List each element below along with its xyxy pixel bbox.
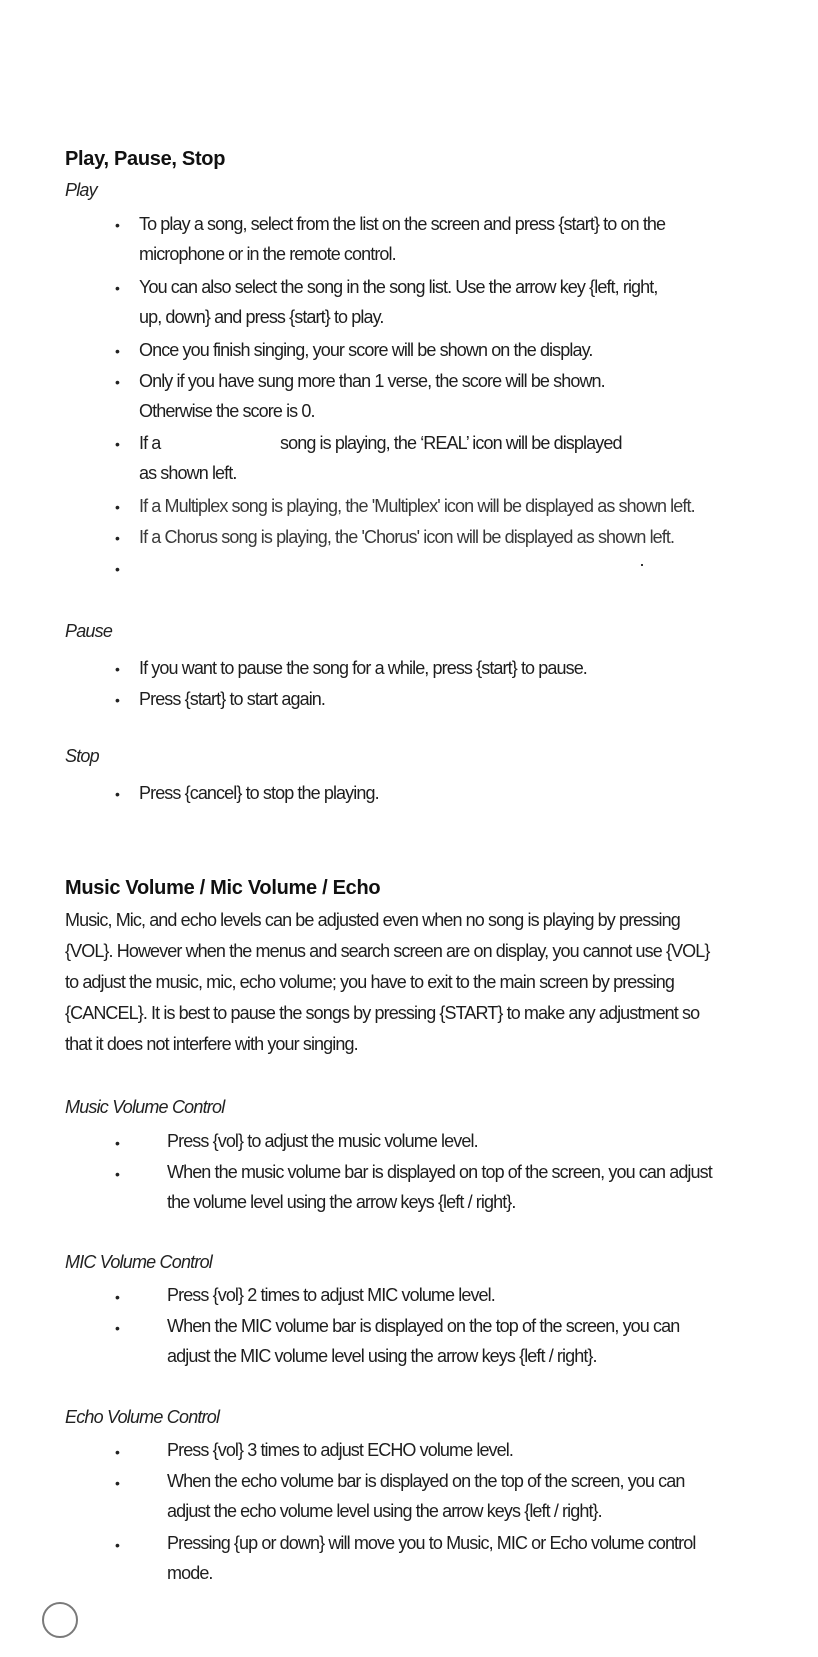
bullet-marker: • [115, 374, 120, 390]
mic-bullet-2-line-2: adjust the MIC volume level using the arrow keys {left / right}. [167, 1346, 597, 1366]
subtitle-mic-volume-control: MIC Volume Control [65, 1252, 212, 1272]
play-bullet-4-line-1: Only if you have sung more than 1 verse, the score will be shown. [139, 371, 605, 391]
bullet-marker: • [115, 1444, 120, 1460]
bullet-marker: • [115, 343, 120, 359]
bullet-marker: • [115, 692, 120, 708]
play-bullet-6: If a Multiplex song is playing, the 'Multiplex' icon will be displayed as shown left. [139, 496, 695, 516]
volume-intro-paragraph: Music, Mic, and echo levels can be adjusted even when no song is playing by pressing {VOL}. However when the menus and search screen are on display, you cannot use {VOL} to adjust the music, mic, echo volume; you have to exit to the main screen by pressing {CANCEL}. It is best to pause the songs by pressing {START} to make any adjustment so that it does not interfere with your singing. [65, 910, 710, 1054]
bullet-marker: • [115, 1135, 120, 1151]
section-title-play-pause-stop: Play, Pause, Stop [65, 148, 226, 170]
echo-bullet-2-line-1: When the echo volume bar is displayed on the top of the screen, you can [167, 1471, 685, 1491]
subtitle-stop: Stop [65, 746, 99, 766]
bullet-marker: • [115, 1537, 120, 1553]
play-bullet-5-prefix: If a [139, 433, 161, 453]
echo-bullet-3-line-1: Pressing {up or down} will move you to Music, MIC or Echo volume control [167, 1533, 696, 1553]
subtitle-pause: Pause [65, 621, 113, 641]
bullet-marker: • [115, 1166, 120, 1182]
music-bullet-2-line-2: the volume level using the arrow keys {left / right}. [167, 1192, 516, 1212]
play-bullet-3: Once you finish singing, your score will be shown on the display. [139, 340, 593, 360]
echo-bullet-1: Press {vol} 3 times to adjust ECHO volume level. [167, 1440, 513, 1460]
pause-bullet-1: If you want to pause the song for a while, press {start} to pause. [139, 658, 587, 678]
subtitle-music-volume-control: Music Volume Control [65, 1097, 225, 1117]
bullet-marker: • [115, 561, 120, 577]
bullet-marker: • [115, 280, 120, 296]
bullet-marker: • [115, 436, 120, 452]
bullet-marker: • [115, 786, 120, 802]
play-bullet-5-line-1: song is playing, the ‘REAL’ icon will be displayed [280, 433, 622, 453]
play-bullet-2-line-2: up, down} and press {start} to play. [139, 307, 384, 327]
music-bullet-1: Press {vol} to adjust the music volume level. [167, 1131, 478, 1151]
mic-bullet-1: Press {vol} 2 times to adjust MIC volume level. [167, 1285, 495, 1305]
bullet-marker: • [115, 217, 120, 233]
echo-bullet-3-line-2: mode. [167, 1563, 213, 1583]
music-bullet-2-line-1: When the music volume bar is displayed on top of the screen, you can adjust [167, 1162, 712, 1182]
bullet-marker: • [115, 530, 120, 546]
bullet-marker: • [115, 1475, 120, 1491]
floating-circle-button[interactable] [42, 1602, 78, 1638]
subtitle-play: Play [65, 180, 97, 200]
echo-bullet-2-line-2: adjust the echo volume level using the arrow keys {left / right}. [167, 1501, 602, 1521]
play-bullet-2-line-1: You can also select the song in the song list. Use the arrow key {left, right, [139, 277, 658, 297]
bullet-marker: • [115, 499, 120, 515]
pause-bullet-2: Press {start} to start again. [139, 689, 326, 709]
stop-bullet-1: Press {cancel} to stop the playing. [139, 783, 379, 803]
play-bullet-7: If a Chorus song is playing, the 'Chorus' icon will be displayed as shown left. [139, 527, 675, 547]
bullet-marker: • [115, 661, 120, 677]
mic-bullet-2-line-1: When the MIC volume bar is displayed on the top of the screen, you can [167, 1316, 680, 1336]
bullet-marker: • [115, 1289, 120, 1305]
play-bullet-5-line-2: as shown left. [139, 463, 237, 483]
subtitle-echo-volume-control: Echo Volume Control [65, 1407, 220, 1427]
play-bullet-1-line-2: microphone or in the remote control. [139, 244, 396, 264]
bullet-marker: • [115, 1320, 120, 1336]
play-bullet-1-line-1: To play a song, select from the list on the screen and press {start} to on the [139, 214, 666, 234]
play-bullet-4-line-2: Otherwise the score is 0. [139, 401, 315, 421]
stray-period-mark [641, 564, 643, 566]
section-title-volume-echo: Music Volume / Mic Volume / Echo [65, 877, 381, 899]
